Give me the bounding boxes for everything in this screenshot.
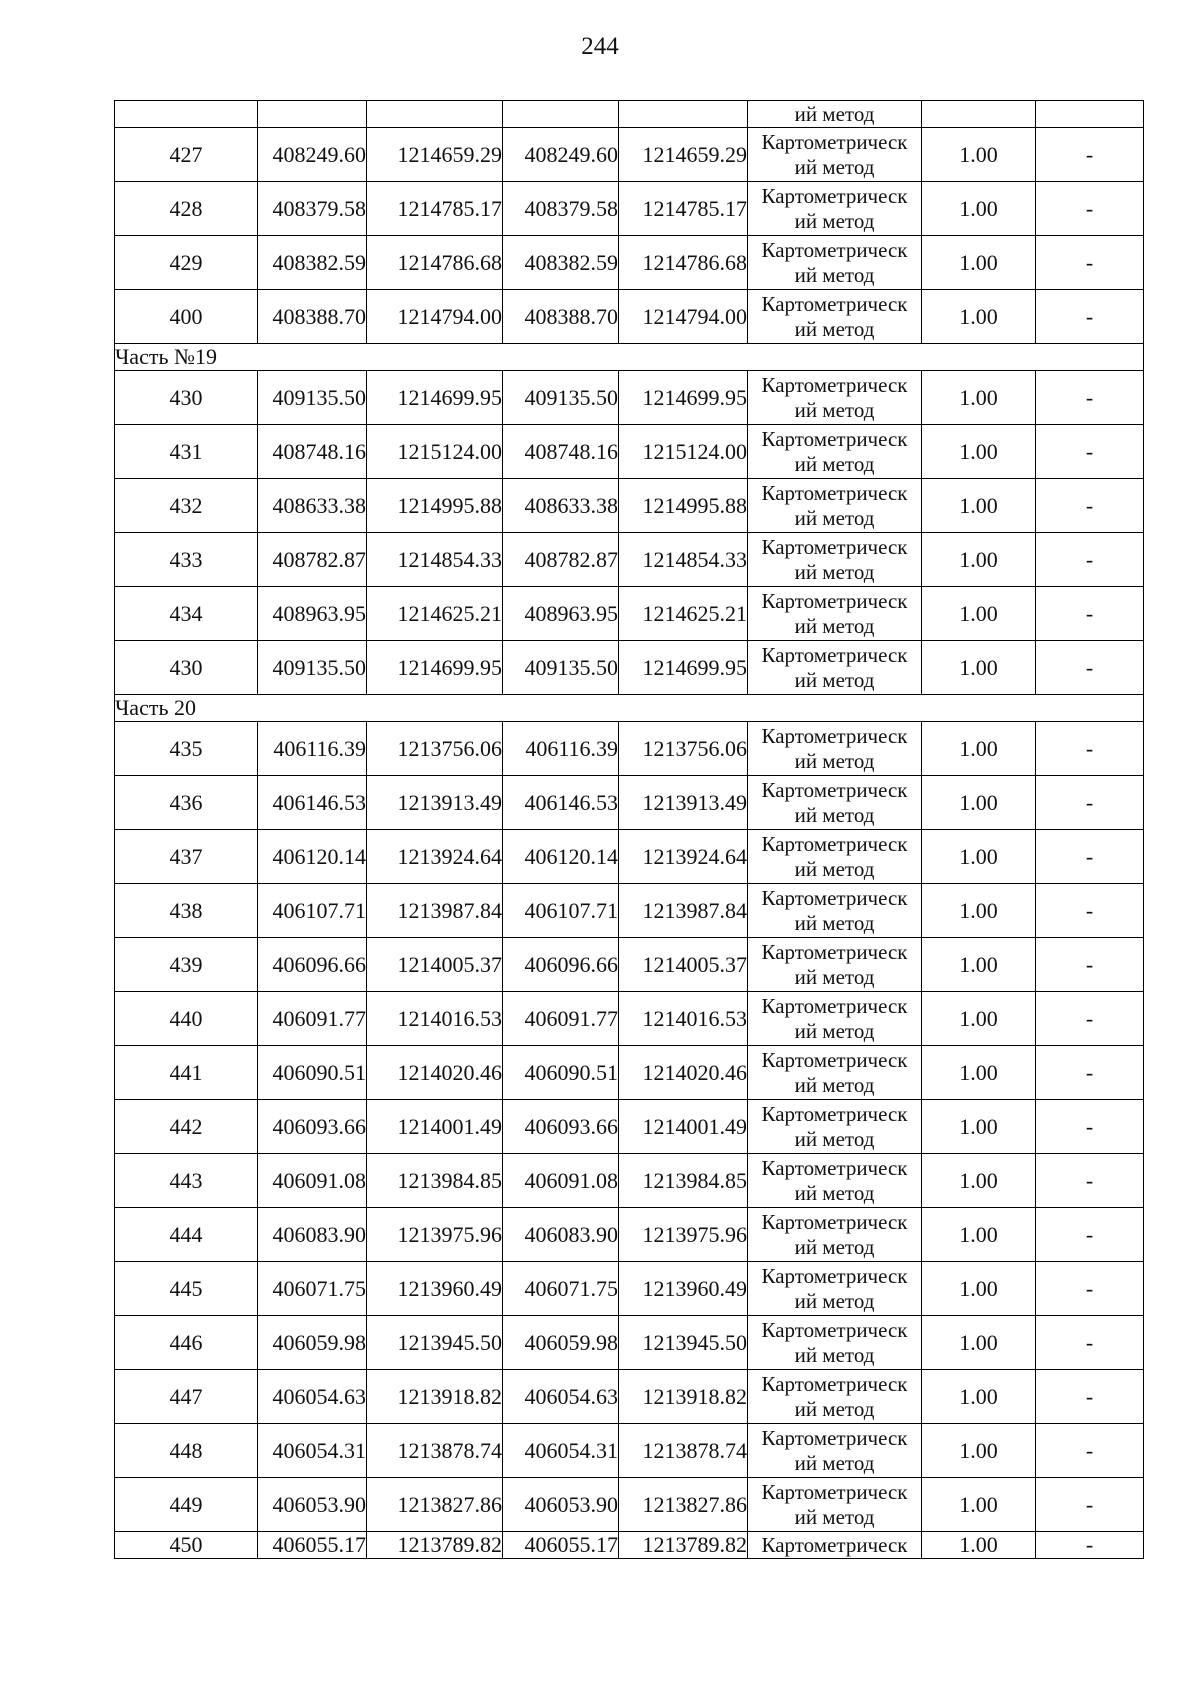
description-dash: - [1085,303,1094,329]
description-dash: - [1085,249,1094,275]
description-dash: - [1085,141,1094,167]
x-new-coordinate-cell: 406054.31 [503,1424,619,1478]
description-cell [1036,236,1144,290]
description-cell [1036,1046,1144,1100]
precision-cell: 1.00 [922,1478,1036,1532]
point-number-cell: 427 [115,128,258,182]
y-coordinate-cell: 1213987.84 [367,884,503,938]
method-cell: Картометрическ ий метод [748,776,922,830]
x-coordinate-cell: 408633.38 [258,479,367,533]
point-number-cell: 443 [115,1154,258,1208]
method-cell: Картометрическ ий метод [748,1478,922,1532]
y-new-coordinate-cell: 1214020.46 [619,1046,748,1100]
description-cell [1036,1316,1144,1370]
description-dash: - [1085,1491,1094,1517]
description-cell [1036,425,1144,479]
coordinates-table [114,100,1144,1559]
table-body [115,101,1144,1559]
table-row [115,1046,1144,1100]
x-coordinate-cell: 408249.60 [258,128,367,182]
table-row [115,1478,1144,1532]
description-dash: - [1085,951,1094,977]
y-new-coordinate-cell: 1213924.64 [619,830,748,884]
x-coordinate-cell: 406091.77 [258,992,367,1046]
precision-cell: 1.00 [922,533,1036,587]
description-cell [1036,182,1144,236]
table-row [115,1262,1144,1316]
description-dash: - [1085,1275,1094,1301]
precision-cell: 1.00 [922,236,1036,290]
y-new-coordinate-cell: 1214625.21 [619,587,748,641]
y-coordinate-cell: 1213756.06 [367,722,503,776]
precision-cell: 1.00 [922,1100,1036,1154]
method-cell: Картометрическ ий метод [748,1424,922,1478]
method-cell: Картометрическ ий метод [748,236,922,290]
table-row [115,938,1144,992]
point-number-cell: 430 [115,371,258,425]
empty-cell [922,101,1036,128]
x-new-coordinate-cell: 408633.38 [503,479,619,533]
precision-cell: 1.00 [922,1532,1036,1559]
x-coordinate-cell: 406054.63 [258,1370,367,1424]
x-coordinate-cell: 408382.59 [258,236,367,290]
point-number-cell: 433 [115,533,258,587]
point-number-cell: 438 [115,884,258,938]
y-new-coordinate-cell: 1214995.88 [619,479,748,533]
precision-cell: 1.00 [922,1424,1036,1478]
section-title: Часть №19 [115,344,1144,371]
method-cell: Картометрическ ий метод [748,992,922,1046]
x-new-coordinate-cell: 409135.50 [503,641,619,695]
description-dash: - [1085,438,1094,464]
table-row [115,776,1144,830]
point-number-cell: 448 [115,1424,258,1478]
description-dash: - [1085,843,1094,869]
table-row [115,1316,1144,1370]
x-coordinate-cell: 406053.90 [258,1478,367,1532]
section-header-row [115,344,1144,371]
precision-cell: 1.00 [922,722,1036,776]
empty-cell [619,101,748,128]
point-number-cell: 434 [115,587,258,641]
description-cell [1036,1154,1144,1208]
method-cell: Картометрическ ий метод [748,587,922,641]
y-new-coordinate-cell: 1214001.49 [619,1100,748,1154]
y-coordinate-cell: 1213827.86 [367,1478,503,1532]
table-row [115,587,1144,641]
x-new-coordinate-cell: 406146.53 [503,776,619,830]
precision-cell: 1.00 [922,1316,1036,1370]
precision-cell: 1.00 [922,938,1036,992]
x-coordinate-cell: 406071.75 [258,1262,367,1316]
table-row [115,1100,1144,1154]
y-new-coordinate-cell: 1213975.96 [619,1208,748,1262]
description-cell [1036,830,1144,884]
x-new-coordinate-cell: 406116.39 [503,722,619,776]
x-new-coordinate-cell: 406053.90 [503,1478,619,1532]
x-new-coordinate-cell: 406120.14 [503,830,619,884]
x-coordinate-cell: 406054.31 [258,1424,367,1478]
point-number-cell: 442 [115,1100,258,1154]
point-number-cell: 428 [115,182,258,236]
section-title: Часть 20 [115,695,1144,722]
x-coordinate-cell: 406146.53 [258,776,367,830]
y-new-coordinate-cell: 1213756.06 [619,722,748,776]
method-cell: Картометрическ [748,1532,922,1559]
y-new-coordinate-cell: 1213918.82 [619,1370,748,1424]
table-row-continuation [115,101,1144,128]
description-dash: - [1085,1005,1094,1031]
x-coordinate-cell: 408782.87 [258,533,367,587]
description-cell [1036,587,1144,641]
method-cell: Картометрическ ий метод [748,1046,922,1100]
point-number-cell: 435 [115,722,258,776]
y-coordinate-cell: 1213913.49 [367,776,503,830]
x-coordinate-cell: 408963.95 [258,587,367,641]
section-header-row [115,695,1144,722]
x-coordinate-cell: 406096.66 [258,938,367,992]
table-row [115,182,1144,236]
x-new-coordinate-cell: 406096.66 [503,938,619,992]
point-number-cell: 445 [115,1262,258,1316]
y-coordinate-cell: 1213789.82 [367,1532,503,1559]
description-dash: - [1085,1437,1094,1463]
x-coordinate-cell: 406059.98 [258,1316,367,1370]
method-cell: Картометрическ ий метод [748,884,922,938]
description-dash: - [1085,600,1094,626]
description-cell [1036,128,1144,182]
x-coordinate-cell: 408748.16 [258,425,367,479]
x-coordinate-cell: 408379.58 [258,182,367,236]
y-coordinate-cell: 1214786.68 [367,236,503,290]
x-new-coordinate-cell: 409135.50 [503,371,619,425]
point-number-cell: 431 [115,425,258,479]
method-cell: Картометрическ ий метод [748,722,922,776]
y-coordinate-cell: 1214995.88 [367,479,503,533]
precision-cell: 1.00 [922,128,1036,182]
table-row [115,641,1144,695]
description-dash: - [1085,1383,1094,1409]
description-cell [1036,776,1144,830]
precision-cell: 1.00 [922,1046,1036,1100]
y-new-coordinate-cell: 1213878.74 [619,1424,748,1478]
empty-cell [1036,101,1144,128]
method-cell: Картометрическ ий метод [748,479,922,533]
y-new-coordinate-cell: 1214016.53 [619,992,748,1046]
description-cell [1036,992,1144,1046]
description-dash: - [1085,546,1094,572]
x-new-coordinate-cell: 408249.60 [503,128,619,182]
precision-cell: 1.00 [922,992,1036,1046]
y-new-coordinate-cell: 1214659.29 [619,128,748,182]
method-cell: Картометрическ ий метод [748,533,922,587]
x-coordinate-cell: 406120.14 [258,830,367,884]
description-cell [1036,884,1144,938]
y-coordinate-cell: 1214659.29 [367,128,503,182]
description-cell [1036,1478,1144,1532]
precision-cell: 1.00 [922,290,1036,344]
description-cell [1036,641,1144,695]
x-new-coordinate-cell: 406093.66 [503,1100,619,1154]
y-coordinate-cell: 1213924.64 [367,830,503,884]
precision-cell: 1.00 [922,641,1036,695]
x-coordinate-cell: 406083.90 [258,1208,367,1262]
description-cell [1036,938,1144,992]
description-cell [1036,479,1144,533]
empty-cell [503,101,619,128]
table-row [115,1424,1144,1478]
description-dash: - [1085,1113,1094,1139]
table-row [115,992,1144,1046]
x-new-coordinate-cell: 408748.16 [503,425,619,479]
empty-cell [367,101,503,128]
precision-cell: 1.00 [922,1262,1036,1316]
y-coordinate-cell: 1213975.96 [367,1208,503,1262]
y-new-coordinate-cell: 1215124.00 [619,425,748,479]
x-coordinate-cell: 406116.39 [258,722,367,776]
x-coordinate-cell: 406091.08 [258,1154,367,1208]
precision-cell: 1.00 [922,830,1036,884]
x-new-coordinate-cell: 406107.71 [503,884,619,938]
table-row [115,1208,1144,1262]
empty-cell [258,101,367,128]
precision-cell: 1.00 [922,587,1036,641]
description-dash: - [1085,789,1094,815]
table-row [115,236,1144,290]
point-number-cell: 436 [115,776,258,830]
y-new-coordinate-cell: 1213987.84 [619,884,748,938]
method-cell: Картометрическ ий метод [748,641,922,695]
point-number-cell: 449 [115,1478,258,1532]
method-cell: Картометрическ ий метод [748,1100,922,1154]
table-row [115,884,1144,938]
method-cell: Картометрическ ий метод [748,371,922,425]
x-coordinate-cell: 406090.51 [258,1046,367,1100]
precision-cell: 1.00 [922,1370,1036,1424]
y-coordinate-cell: 1214785.17 [367,182,503,236]
y-coordinate-cell: 1214854.33 [367,533,503,587]
x-new-coordinate-cell: 406055.17 [503,1532,619,1559]
method-cell: Картометрическ ий метод [748,1262,922,1316]
y-coordinate-cell: 1213918.82 [367,1370,503,1424]
description-cell [1036,1424,1144,1478]
description-cell [1036,533,1144,587]
precision-cell: 1.00 [922,776,1036,830]
y-coordinate-cell: 1213984.85 [367,1154,503,1208]
description-dash: - [1085,384,1094,410]
description-cell [1036,1532,1144,1559]
x-new-coordinate-cell: 408963.95 [503,587,619,641]
y-coordinate-cell: 1213960.49 [367,1262,503,1316]
method-cell: Картометрическ ий метод [748,830,922,884]
empty-cell [115,101,258,128]
page-number: 244 [581,33,619,60]
table-row [115,830,1144,884]
x-new-coordinate-cell: 406083.90 [503,1208,619,1262]
y-coordinate-cell: 1214005.37 [367,938,503,992]
method-cell: Картометрическ ий метод [748,425,922,479]
method-cell: Картометрическ ий метод [748,290,922,344]
point-number-cell: 430 [115,641,258,695]
description-dash: - [1085,1221,1094,1247]
precision-cell: 1.00 [922,1154,1036,1208]
table-row [115,290,1144,344]
y-new-coordinate-cell: 1214699.95 [619,371,748,425]
y-new-coordinate-cell: 1213827.86 [619,1478,748,1532]
point-number-cell: 450 [115,1532,258,1559]
y-new-coordinate-cell: 1213984.85 [619,1154,748,1208]
y-new-coordinate-cell: 1214005.37 [619,938,748,992]
description-cell [1036,1100,1144,1154]
table-row [115,1154,1144,1208]
y-coordinate-cell: 1213878.74 [367,1424,503,1478]
description-cell [1036,1208,1144,1262]
point-number-cell: 446 [115,1316,258,1370]
x-new-coordinate-cell: 406059.98 [503,1316,619,1370]
y-coordinate-cell: 1215124.00 [367,425,503,479]
point-number-cell: 429 [115,236,258,290]
y-new-coordinate-cell: 1214785.17 [619,182,748,236]
x-coordinate-cell: 408388.70 [258,290,367,344]
x-new-coordinate-cell: 406091.77 [503,992,619,1046]
x-coordinate-cell: 409135.50 [258,641,367,695]
y-new-coordinate-cell: 1213913.49 [619,776,748,830]
description-dash: - [1085,654,1094,680]
y-new-coordinate-cell: 1214699.95 [619,641,748,695]
description-cell [1036,371,1144,425]
description-dash: - [1085,492,1094,518]
table-row [115,128,1144,182]
table-row [115,1370,1144,1424]
table-row [115,1532,1144,1559]
x-coordinate-cell: 406093.66 [258,1100,367,1154]
table-row [115,533,1144,587]
point-number-cell: 432 [115,479,258,533]
point-number-cell: 447 [115,1370,258,1424]
y-coordinate-cell: 1214001.49 [367,1100,503,1154]
description-dash: - [1085,1167,1094,1193]
precision-cell: 1.00 [922,884,1036,938]
description-dash: - [1085,1532,1094,1557]
y-new-coordinate-cell: 1214854.33 [619,533,748,587]
precision-cell: 1.00 [922,182,1036,236]
precision-cell: 1.00 [922,479,1036,533]
x-new-coordinate-cell: 406091.08 [503,1154,619,1208]
point-number-cell: 440 [115,992,258,1046]
x-new-coordinate-cell: 408379.58 [503,182,619,236]
point-number-cell: 441 [115,1046,258,1100]
method-cell: ий метод [748,101,922,128]
method-cell: Картометрическ ий метод [748,182,922,236]
precision-cell: 1.00 [922,371,1036,425]
y-coordinate-cell: 1214794.00 [367,290,503,344]
x-new-coordinate-cell: 406071.75 [503,1262,619,1316]
description-cell [1036,290,1144,344]
description-cell [1036,1262,1144,1316]
point-number-cell: 439 [115,938,258,992]
precision-cell: 1.00 [922,1208,1036,1262]
precision-cell: 1.00 [922,425,1036,479]
y-coordinate-cell: 1214016.53 [367,992,503,1046]
y-coordinate-cell: 1213945.50 [367,1316,503,1370]
y-coordinate-cell: 1214625.21 [367,587,503,641]
description-cell [1036,722,1144,776]
method-cell: Картометрическ ий метод [748,938,922,992]
y-coordinate-cell: 1214699.95 [367,641,503,695]
x-new-coordinate-cell: 406054.63 [503,1370,619,1424]
method-cell: Картометрическ ий метод [748,1154,922,1208]
method-cell: Картометрическ ий метод [748,128,922,182]
x-coordinate-cell: 406107.71 [258,884,367,938]
x-new-coordinate-cell: 406090.51 [503,1046,619,1100]
x-new-coordinate-cell: 408388.70 [503,290,619,344]
y-new-coordinate-cell: 1213789.82 [619,1532,748,1559]
x-coordinate-cell: 409135.50 [258,371,367,425]
x-coordinate-cell: 406055.17 [258,1532,367,1559]
method-cell: Картометрическ ий метод [748,1370,922,1424]
y-new-coordinate-cell: 1214794.00 [619,290,748,344]
description-dash: - [1085,1059,1094,1085]
description-dash: - [1085,195,1094,221]
description-cell [1036,1370,1144,1424]
x-new-coordinate-cell: 408782.87 [503,533,619,587]
table-row [115,479,1144,533]
description-dash: - [1085,1329,1094,1355]
description-dash: - [1085,735,1094,761]
y-new-coordinate-cell: 1214786.68 [619,236,748,290]
y-new-coordinate-cell: 1213960.49 [619,1262,748,1316]
x-new-coordinate-cell: 408382.59 [503,236,619,290]
table-row [115,371,1144,425]
description-dash: - [1085,897,1094,923]
table-row [115,722,1144,776]
point-number-cell: 444 [115,1208,258,1262]
table-row [115,425,1144,479]
y-new-coordinate-cell: 1213945.50 [619,1316,748,1370]
method-cell: Картометрическ ий метод [748,1316,922,1370]
method-cell: Картометрическ ий метод [748,1208,922,1262]
point-number-cell: 437 [115,830,258,884]
y-coordinate-cell: 1214020.46 [367,1046,503,1100]
y-coordinate-cell: 1214699.95 [367,371,503,425]
point-number-cell: 400 [115,290,258,344]
